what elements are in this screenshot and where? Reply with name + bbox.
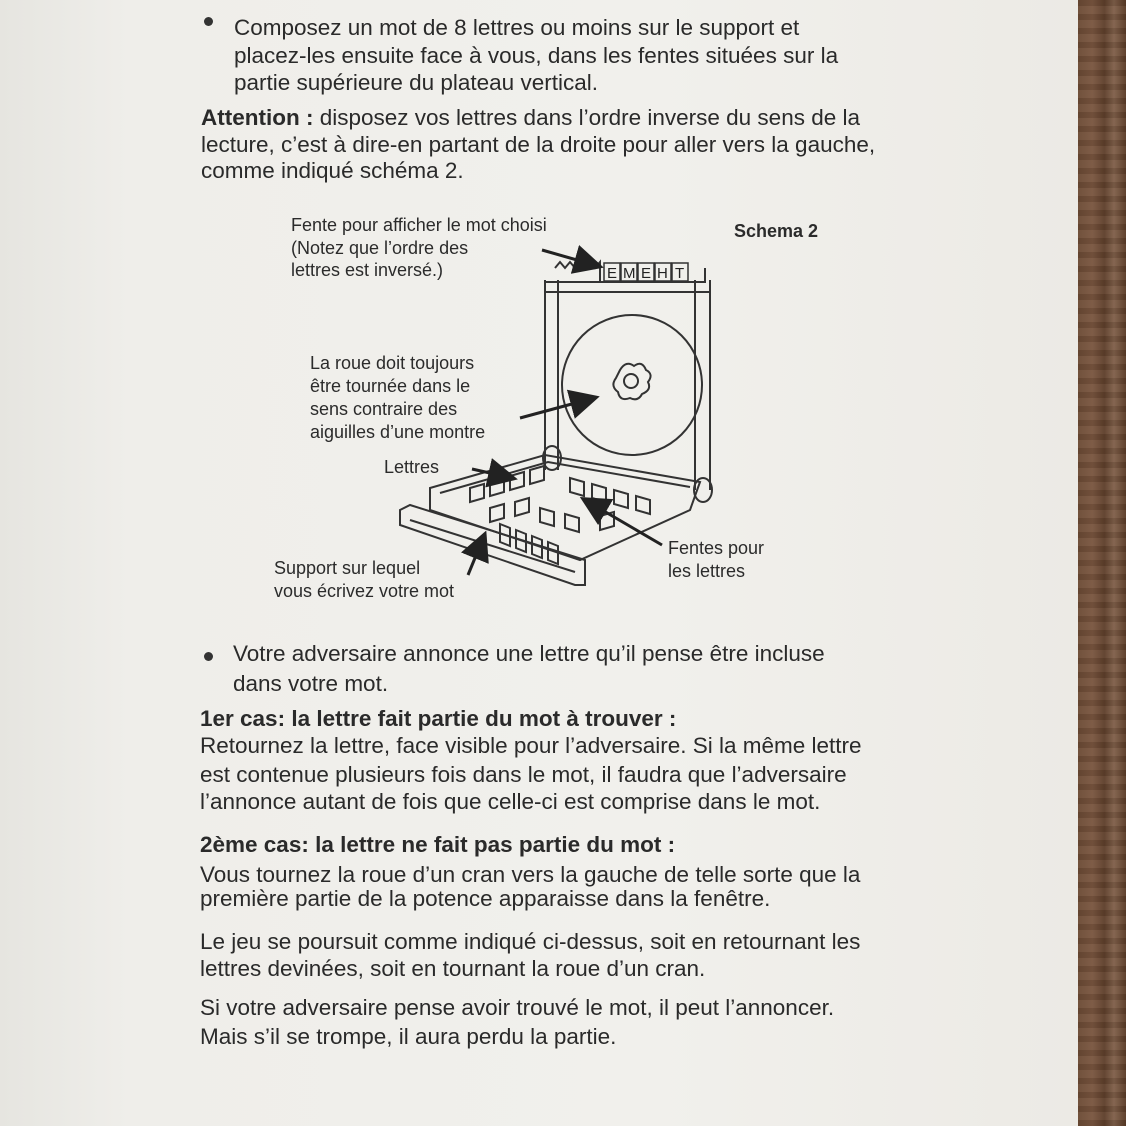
label-letters: Lettres bbox=[384, 457, 440, 477]
case1-line2: est contenue plusieurs fois dans le mot, il faudra que l’adversaire bbox=[200, 762, 847, 787]
bullet2-line2: dans votre mot. bbox=[233, 671, 389, 696]
bullet-dot bbox=[204, 652, 213, 661]
case1-line3: l’annonce autant de fois que celle-ci est comprise dans le mot. bbox=[200, 789, 821, 814]
arrow-support bbox=[468, 536, 484, 575]
arrow-slot bbox=[542, 250, 598, 266]
case1-title: 1er cas: la lettre fait partie du mot à trouver : bbox=[200, 706, 677, 731]
attention-label: Attention : bbox=[201, 105, 314, 130]
label-wheel-line4: aiguilles d’une montre bbox=[310, 422, 486, 442]
label-wheel-line1: La roue doit toujours bbox=[310, 353, 475, 373]
label-slot-line1: Fente pour afficher le mot choisi bbox=[291, 215, 547, 235]
slot-letter-5: T bbox=[675, 265, 685, 282]
label-support-line2: vous écrivez votre mot bbox=[274, 581, 455, 601]
slot-letter-1: E bbox=[607, 265, 618, 282]
label-wheel-line2: être tournée dans le bbox=[310, 376, 471, 396]
para3-line1: Le jeu se poursuit comme indiqué ci-dessus, soit en retournant les bbox=[200, 929, 861, 954]
label-support-line1: Support sur lequel bbox=[274, 558, 421, 578]
slot-letter-4: H bbox=[657, 265, 668, 282]
para3-line2: lettres devinées, soit en tournant la roue d’un cran. bbox=[200, 956, 706, 981]
para4-line2: Mais s’il se trompe, il aura perdu la partie. bbox=[200, 1024, 617, 1049]
slot-letter-2: M bbox=[623, 265, 636, 282]
case2-title: 2ème cas: la lettre ne fait pas partie du mot : bbox=[200, 832, 676, 857]
diagram-title: Schema 2 bbox=[734, 221, 819, 241]
label-slot-line2: (Notez que l’ordre des bbox=[291, 238, 469, 258]
label-slot-line3: lettres est inversé.) bbox=[291, 260, 444, 280]
attention-line2: lecture, c’est à dire-en partant de la droite pour aller vers la gauche, bbox=[201, 132, 876, 157]
label-fentes-line1: Fentes pour bbox=[668, 538, 765, 558]
bullet2-line1: Votre adversaire annonce une lettre qu’il pense être incluse bbox=[233, 641, 825, 666]
label-wheel-line3: sens contraire des bbox=[310, 399, 458, 419]
bullet1-line3: partie supérieure du plateau vertical. bbox=[234, 70, 598, 95]
attention-line3: comme indiqué schéma 2. bbox=[201, 158, 464, 183]
case2-line2: première partie de la potence apparaisse dans la fenêtre. bbox=[200, 886, 771, 911]
para4-line1: Si votre adversaire pense avoir trouvé le mot, il peut l’annoncer. bbox=[200, 995, 835, 1020]
bullet1-line1: Composez un mot de 8 lettres ou moins sur le support et bbox=[234, 15, 800, 40]
label-fentes-line2: les lettres bbox=[668, 561, 746, 581]
case1-line1: Retournez la lettre, face visible pour l’adversaire. Si la même lettre bbox=[200, 733, 862, 758]
slot-letter-3: E bbox=[641, 265, 652, 282]
bullet1-line2: placez-les ensuite face à vous, dans les fentes situées sur la bbox=[234, 43, 839, 68]
case2-line1: Vous tournez la roue d’un cran vers la gauche de telle sorte que la bbox=[200, 862, 861, 887]
attention-text: disposez vos lettres dans l’ordre inverse du sens de la bbox=[313, 105, 861, 130]
